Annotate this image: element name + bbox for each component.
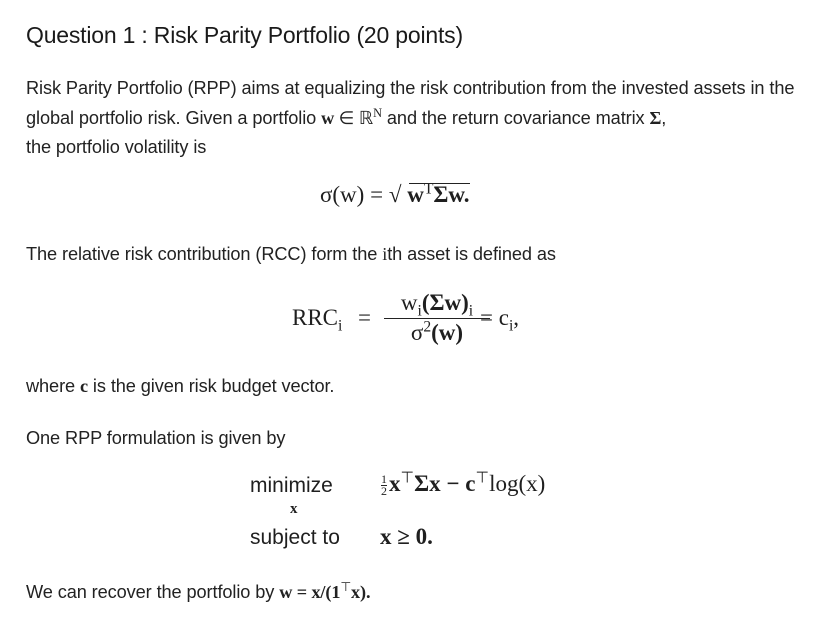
half-fraction	[381, 474, 387, 497]
element-of-symbol: ∈	[334, 107, 359, 128]
objective-expression	[381, 471, 545, 497]
subject-to-keyword: subject to	[250, 526, 340, 549]
recover-eq-a: w = x/(1	[279, 582, 341, 602]
budget-text-b: is the given risk budget vector.	[87, 376, 335, 396]
budget-vector-c: c	[80, 376, 88, 396]
sqrt-sign: √	[388, 182, 402, 207]
half-denominator: 2	[381, 484, 387, 499]
rcc-text-a: The relative risk contribution (RCC) form the	[26, 244, 383, 264]
covariance-symbol: Σ	[649, 107, 662, 128]
budget-text-a: where	[26, 376, 80, 396]
rrc-denominator	[382, 319, 492, 346]
rcc-intro-paragraph	[26, 240, 556, 270]
sqrt-w: w	[407, 182, 424, 207]
minimize-keyword: minimize	[250, 474, 333, 497]
rrc-equals: =	[358, 305, 371, 330]
obj-transpose-1: ⊤	[400, 469, 415, 487]
den-rest: (w)	[431, 320, 464, 345]
obj-log: log(x)	[489, 471, 546, 496]
rrc-rhs	[480, 305, 520, 335]
sqrt-transpose: T	[423, 180, 434, 198]
den-sigma: σ	[410, 320, 424, 345]
rhs-sub: i	[508, 317, 514, 335]
num-sub-i2: i	[468, 302, 474, 320]
recover-paragraph	[26, 578, 370, 608]
sqrt-overline	[409, 183, 470, 184]
num-w: w	[400, 290, 418, 315]
volatility-lhs: σ(w) =	[320, 182, 389, 207]
minimize-variable: x	[290, 501, 298, 517]
rrc-subscript: i	[338, 317, 343, 335]
obj-x: x	[389, 471, 401, 496]
intro-text-d: the portfolio volatility is	[26, 137, 207, 157]
obj-transpose-2: ⊤	[475, 469, 490, 487]
intro-text-b: and the return covariance matrix	[381, 107, 650, 128]
intro-paragraph	[26, 74, 816, 163]
obj-middle: Σx − c	[414, 471, 476, 496]
question-heading: Question 1 : Risk Parity Portfolio (20 points)	[26, 22, 463, 48]
dimension-n: N	[373, 105, 382, 120]
recover-transpose: ⊤	[340, 579, 352, 594]
rrc-label: RRC	[292, 305, 339, 330]
num-sub-i: i	[417, 302, 422, 320]
recover-text-a: We can recover the portfolio by	[26, 582, 280, 602]
constraint-expression: x ≥ 0.	[380, 524, 433, 549]
volatility-equation	[320, 182, 470, 208]
portfolio-vector-w: w	[321, 107, 335, 128]
budget-paragraph	[26, 372, 334, 402]
constraint-row	[250, 524, 433, 550]
rhs-c: = c	[480, 305, 509, 330]
rrc-numerator	[382, 290, 492, 318]
recover-eq-b: x).	[351, 582, 371, 602]
sqrt-rest: Σw.	[433, 182, 470, 207]
rcc-text-b: th asset is defined as	[387, 244, 556, 264]
rrc-lhs	[292, 305, 343, 335]
den-sup: 2	[423, 318, 432, 336]
intro-text-c: ,	[661, 107, 667, 128]
intro-text-a: Risk Parity Portfolio (RPP) aims at equalizing the risk contribution from the invested assets in the global portfolio risk. Given a portfolio	[26, 78, 795, 128]
rhs-comma: ,	[513, 305, 520, 330]
index-i: i	[382, 244, 388, 264]
half-numerator: 1	[381, 472, 387, 487]
num-rest: (Σw)	[421, 290, 469, 315]
real-numbers-symbol: ℝ	[358, 107, 374, 128]
formulation-paragraph: One RPP formulation is given by	[26, 428, 286, 448]
sqrt-expression	[389, 182, 470, 208]
rrc-fraction	[382, 290, 492, 346]
